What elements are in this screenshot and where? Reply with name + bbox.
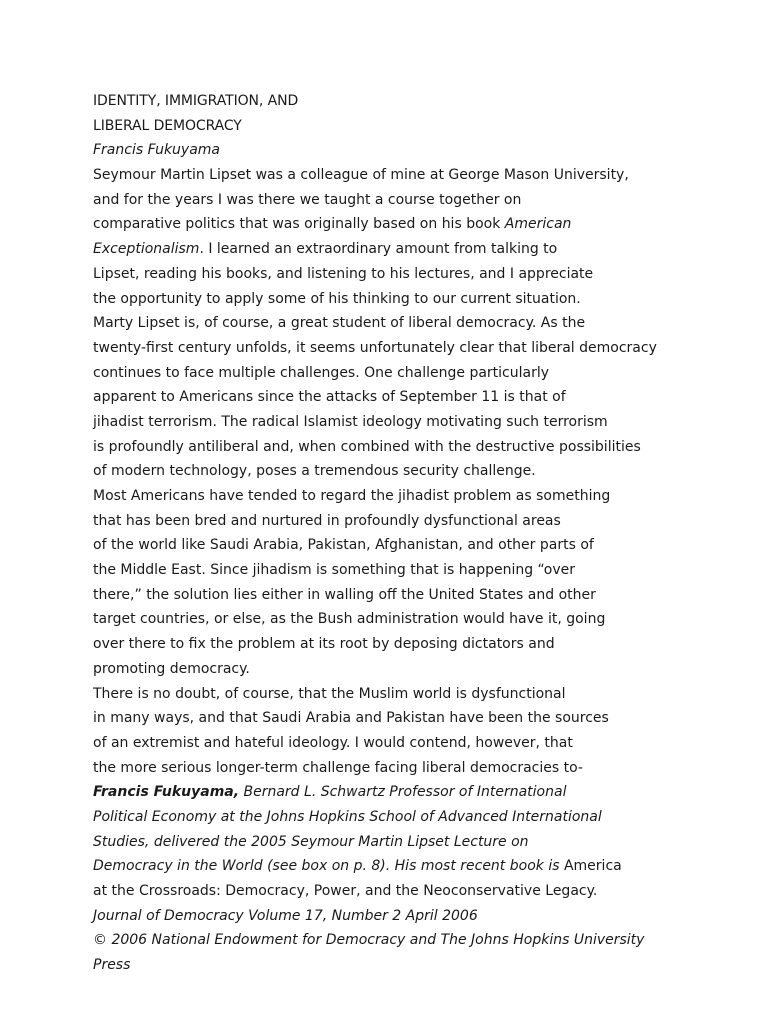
body-line: Seymour Martin Lipset was a colleague of mine at George Mason University, [93, 167, 629, 184]
body-line [93, 237, 733, 262]
author-bio-line [93, 854, 733, 879]
document-text [93, 89, 733, 978]
author-bio-line: at the Crossroads: Democracy, Power, and the Neoconservative Legacy. [93, 883, 598, 899]
body-line: Most Americans have tended to regard the jihadist problem as something [93, 488, 611, 504]
bio-text: Democracy in the World (see box on p. 8). His most recent book is [93, 858, 560, 875]
title-line-1: IDENTITY, IMMIGRATION, AND [93, 93, 299, 109]
body-line: Lipset, reading his books, and listening to his lectures, and I appreciate [93, 265, 594, 282]
body-line: of modern technology, poses a tremendous security challenge. [93, 463, 536, 480]
book-title-italic: Exceptionalism [93, 241, 200, 258]
body-line: that has been bred and nurtured in profoundly dysfunctional areas [93, 512, 561, 529]
body-line: of the world like Saudi Arabia, Pakistan, Afghanistan, and other parts of [93, 537, 594, 554]
bio-book-title: America [559, 858, 622, 875]
author-bio-line [93, 780, 733, 805]
body-line: jihadist terrorism. The radical Islamist ideology motivating such terrorism [93, 413, 608, 430]
body-line: continues to face multiple challenges. One challenge particularly [93, 364, 550, 381]
body-line: Marty Lipset is, of course, a great student of liberal democracy. As the [93, 315, 586, 332]
title-line-2: LIBERAL DEMOCRACY [93, 117, 242, 134]
copyright-line: Press [93, 957, 131, 974]
body-line: there,” the solution lies either in walling off the United States and other [93, 586, 596, 603]
body-line: twenty-first century unfolds, it seems unfortunately clear that liberal democracy [93, 339, 657, 356]
body-line: is profoundly antiliberal and, when combined with the destructive possibilities [93, 438, 641, 455]
author-bio-line: Political Economy at the Johns Hopkins School of Advanced International [93, 808, 602, 825]
body-line: of an extremist and hateful ideology. I would contend, however, that [93, 734, 573, 751]
body-line: target countries, or else, as the Bush administration would have it, going [93, 611, 606, 628]
body-line: the Middle East. Since jihadism is something that is happening “over [93, 562, 576, 579]
author-bio-line: Studies, delivered the 2005 Seymour Martin Lipset Lecture on [93, 833, 529, 850]
body-line: over there to fix the problem at its root by deposing dictators and [93, 636, 555, 653]
body-line: apparent to Americans since the attacks of September 11 is that of [93, 389, 566, 406]
journal-citation: Journal of Democracy Volume 17, Number 2 April 2006 [93, 907, 478, 924]
body-text: . I learned an extraordinary amount from talking to [199, 241, 558, 258]
copyright-line: © 2006 National Endowment for Democracy and The Johns Hopkins University [93, 932, 645, 949]
body-line: the more serious longer-term challenge facing liberal democracies to- [93, 759, 583, 776]
body-line: and for the years I was there we taught a course together on [93, 191, 522, 208]
body-line: promoting democracy. [93, 660, 250, 677]
body-text: comparative politics that was originally based on his book [93, 216, 505, 233]
bio-author-name: Francis Fukuyama, [93, 784, 240, 801]
body-line: the opportunity to apply some of his thinking to our current situation. [93, 290, 581, 307]
body-line [93, 212, 733, 237]
body-line: There is no doubt, of course, that the Muslim world is dysfunctional [93, 685, 566, 702]
author-name: Francis Fukuyama [93, 142, 221, 159]
body-line: in many ways, and that Saudi Arabia and Pakistan have been the sources [93, 710, 609, 727]
bio-text: Bernard L. Schwartz Professor of International [239, 784, 567, 801]
book-title-italic: American [504, 216, 572, 233]
